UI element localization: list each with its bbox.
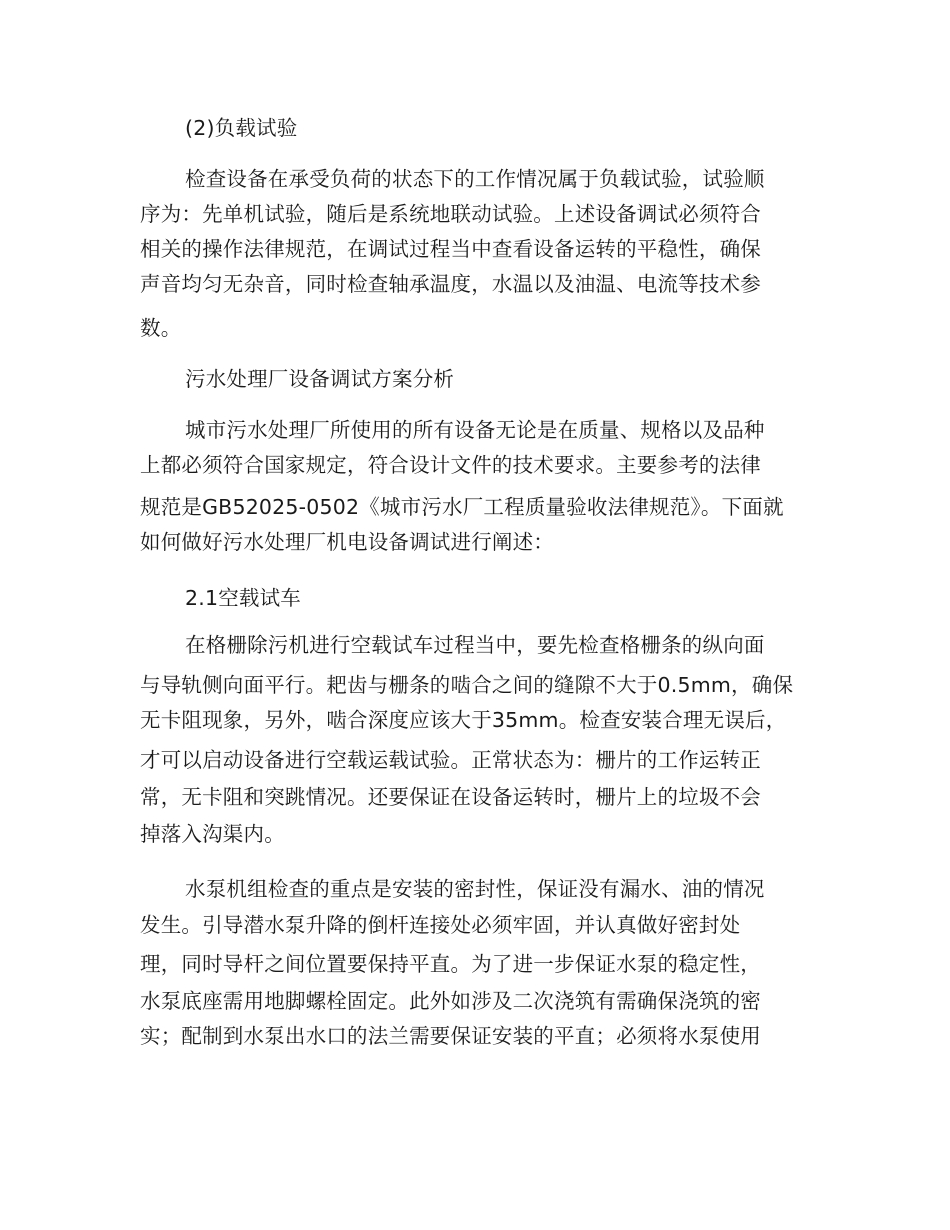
paragraph-line: 实；配制到水泵出水口的法兰需要保证安装的平直；必须将水泵使用 <box>140 1024 761 1048</box>
paragraph-line: 常，无卡阻和突跳情况。还要保证在设备运转时，栅片上的垃圾不会 <box>140 785 761 809</box>
paragraph-line: 才可以启动设备进行空载运载试验。正常状态为：栅片的工作运转正 <box>140 748 761 772</box>
paragraph-line: 规范是GB52025-0502《城市污水厂工程质量验收法律规范》。下面就 <box>140 495 784 519</box>
paragraph-line: 城市污水处理厂所使用的所有设备无论是在质量、规格以及品种 <box>185 418 765 442</box>
paragraph-line: 检查设备在承受负荷的状态下的工作情况属于负载试验，试验顺 <box>185 167 765 191</box>
paragraph-line: 如何做好污水处理厂机电设备调试进行阐述： <box>140 530 554 554</box>
paragraph-line: 相关的操作法律规范，在调试过程当中查看设备运转的平稳性，确保 <box>140 237 761 261</box>
paragraph-line: 与导轨侧向面平行。耙齿与栅条的啮合之间的缝隙不大于0.5mm，确保 <box>140 673 794 697</box>
paragraph-line: 水泵底座需用地脚螺栓固定。此外如涉及二次浇筑有需确保浇筑的密 <box>140 989 761 1013</box>
section-heading-2-1: 2.1空载试车 <box>185 586 302 610</box>
paragraph-line: 序为：先单机试验，随后是系统地联动试验。上述设备调试必须符合 <box>140 202 761 226</box>
paragraph-line: 数。 <box>140 316 182 340</box>
paragraph-line: 声音均匀无杂音，同时检查轴承温度，水温以及油温、电流等技术参 <box>140 272 761 296</box>
section-heading-plan-analysis: 污水处理厂设备调试方案分析 <box>185 367 455 391</box>
paragraph-line: 水泵机组检查的重点是安装的密封性，保证没有漏水、油的情况 <box>185 877 765 901</box>
paragraph-line: 掉落入沟渠内。 <box>140 822 285 846</box>
paragraph-line: 发生。引导潜水泵升降的倒杆连接处必须牢固，并认真做好密封处 <box>140 913 741 937</box>
paragraph-line: 理，同时导杆之间位置要保持平直。为了进一步保证水泵的稳定性， <box>140 952 761 976</box>
section-heading-load-test: (2)负载试验 <box>185 116 298 140</box>
paragraph-line: 无卡阻现象，另外，啮合深度应该大于35mm。检查安装合理无误后， <box>140 708 787 732</box>
paragraph-line: 上都必须符合国家规定，符合设计文件的技术要求。主要参考的法律 <box>140 453 761 477</box>
paragraph-line: 在格栅除污机进行空载试车过程当中，要先检查格栅条的纵向面 <box>185 633 765 657</box>
